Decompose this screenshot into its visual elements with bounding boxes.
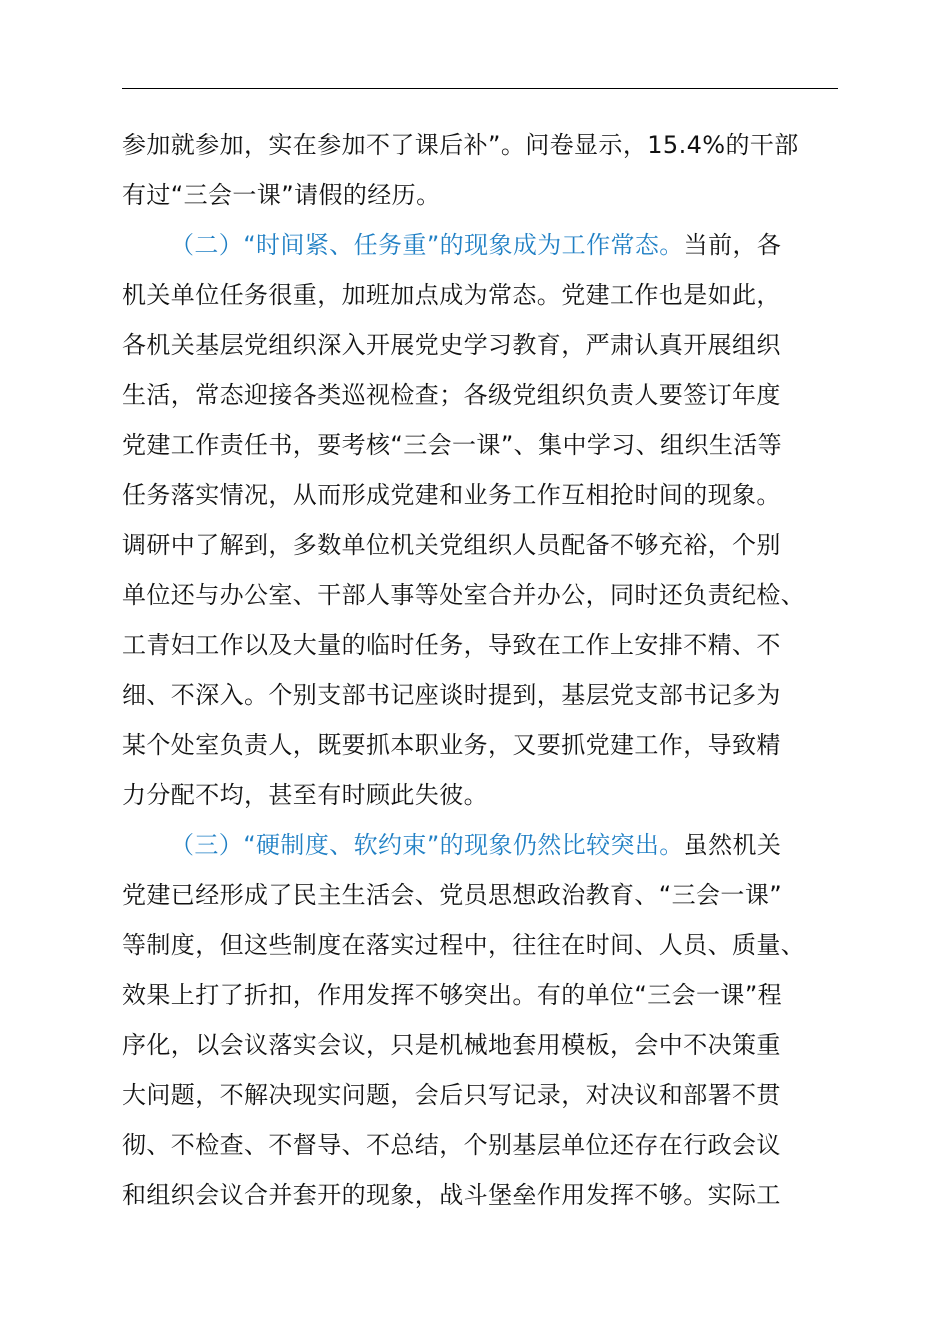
text-line: 任务落实情况，从而形成党建和业务工作互相抢时间的现象。 — [122, 481, 781, 509]
text-line: 效果上打了折扣，作用发挥不够突出。有的单位“三会一课”程 — [122, 981, 783, 1009]
text-line: 调研中了解到，多数单位机关党组织人员配备不够充裕，个别 — [122, 531, 781, 559]
text-line: 各机关基层党组织深入开展党史学习教育，严肃认真开展组织 — [122, 331, 781, 359]
text-line: 机关单位任务很重，加班加点成为常态。党建工作也是如此， — [122, 281, 781, 309]
section-2 — [122, 220, 838, 820]
text-line: 大问题，不解决现实问题，会后只写记录，对决议和部署不贯 — [122, 1081, 781, 1109]
text-line: 和组织会议合并套开的现象，战斗堡垒作用发挥不够。实际工 — [122, 1181, 781, 1209]
section-3 — [122, 820, 838, 1220]
text-line: 力分配不均，甚至有时顾此失彼。 — [122, 781, 488, 809]
text-line: 彻、不检查、不督导、不总结，个别基层单位还存在行政会议 — [122, 1131, 781, 1159]
header-rule — [122, 88, 838, 89]
section-2-first-line — [122, 220, 838, 270]
section-2-first-line-text: 当前，各 — [683, 231, 782, 259]
section-3-heading: （三）“硬制度、软约束”的现象仍然比较突出。 — [170, 831, 684, 859]
text-line: 生活，常态迎接各类巡视检查；各级党组织负责人要签订年度 — [122, 381, 781, 409]
text-line: 党建已经形成了民主生活会、党员思想政治教育、“三会一课” — [122, 881, 783, 909]
text-line: 工青妇工作以及大量的临时任务，导致在工作上安排不精、不 — [122, 631, 781, 659]
text-line: 某个处室负责人，既要抓本职业务，又要抓党建工作，导致精 — [122, 731, 781, 759]
text-line: 有过“三会一课”请假的经历。 — [122, 181, 441, 209]
text-line: 等制度，但这些制度在落实过程中，往往在时间、人员、质量、 — [122, 931, 806, 959]
paragraph-1 — [122, 120, 838, 220]
section-3-first-line — [122, 820, 838, 870]
text-line: 参加就参加，实在参加不了课后补”。问卷显示，15.4%的干部 — [122, 131, 799, 159]
text-line: 细、不深入。个别支部书记座谈时提到，基层党支部书记多为 — [122, 681, 781, 709]
text-line: 党建工作责任书，要考核“三会一课”、集中学习、组织生活等 — [122, 431, 783, 459]
section-2-heading: （二）“时间紧、任务重”的现象成为工作常态。 — [170, 231, 684, 259]
text-line: 单位还与办公室、干部人事等处室合并办公，同时还负责纪检、 — [122, 581, 806, 609]
text-line: 序化，以会议落实会议，只是机械地套用模板，会中不决策重 — [122, 1031, 781, 1059]
section-3-first-line-text: 虽然机关 — [683, 831, 782, 859]
document-body — [122, 120, 838, 1220]
